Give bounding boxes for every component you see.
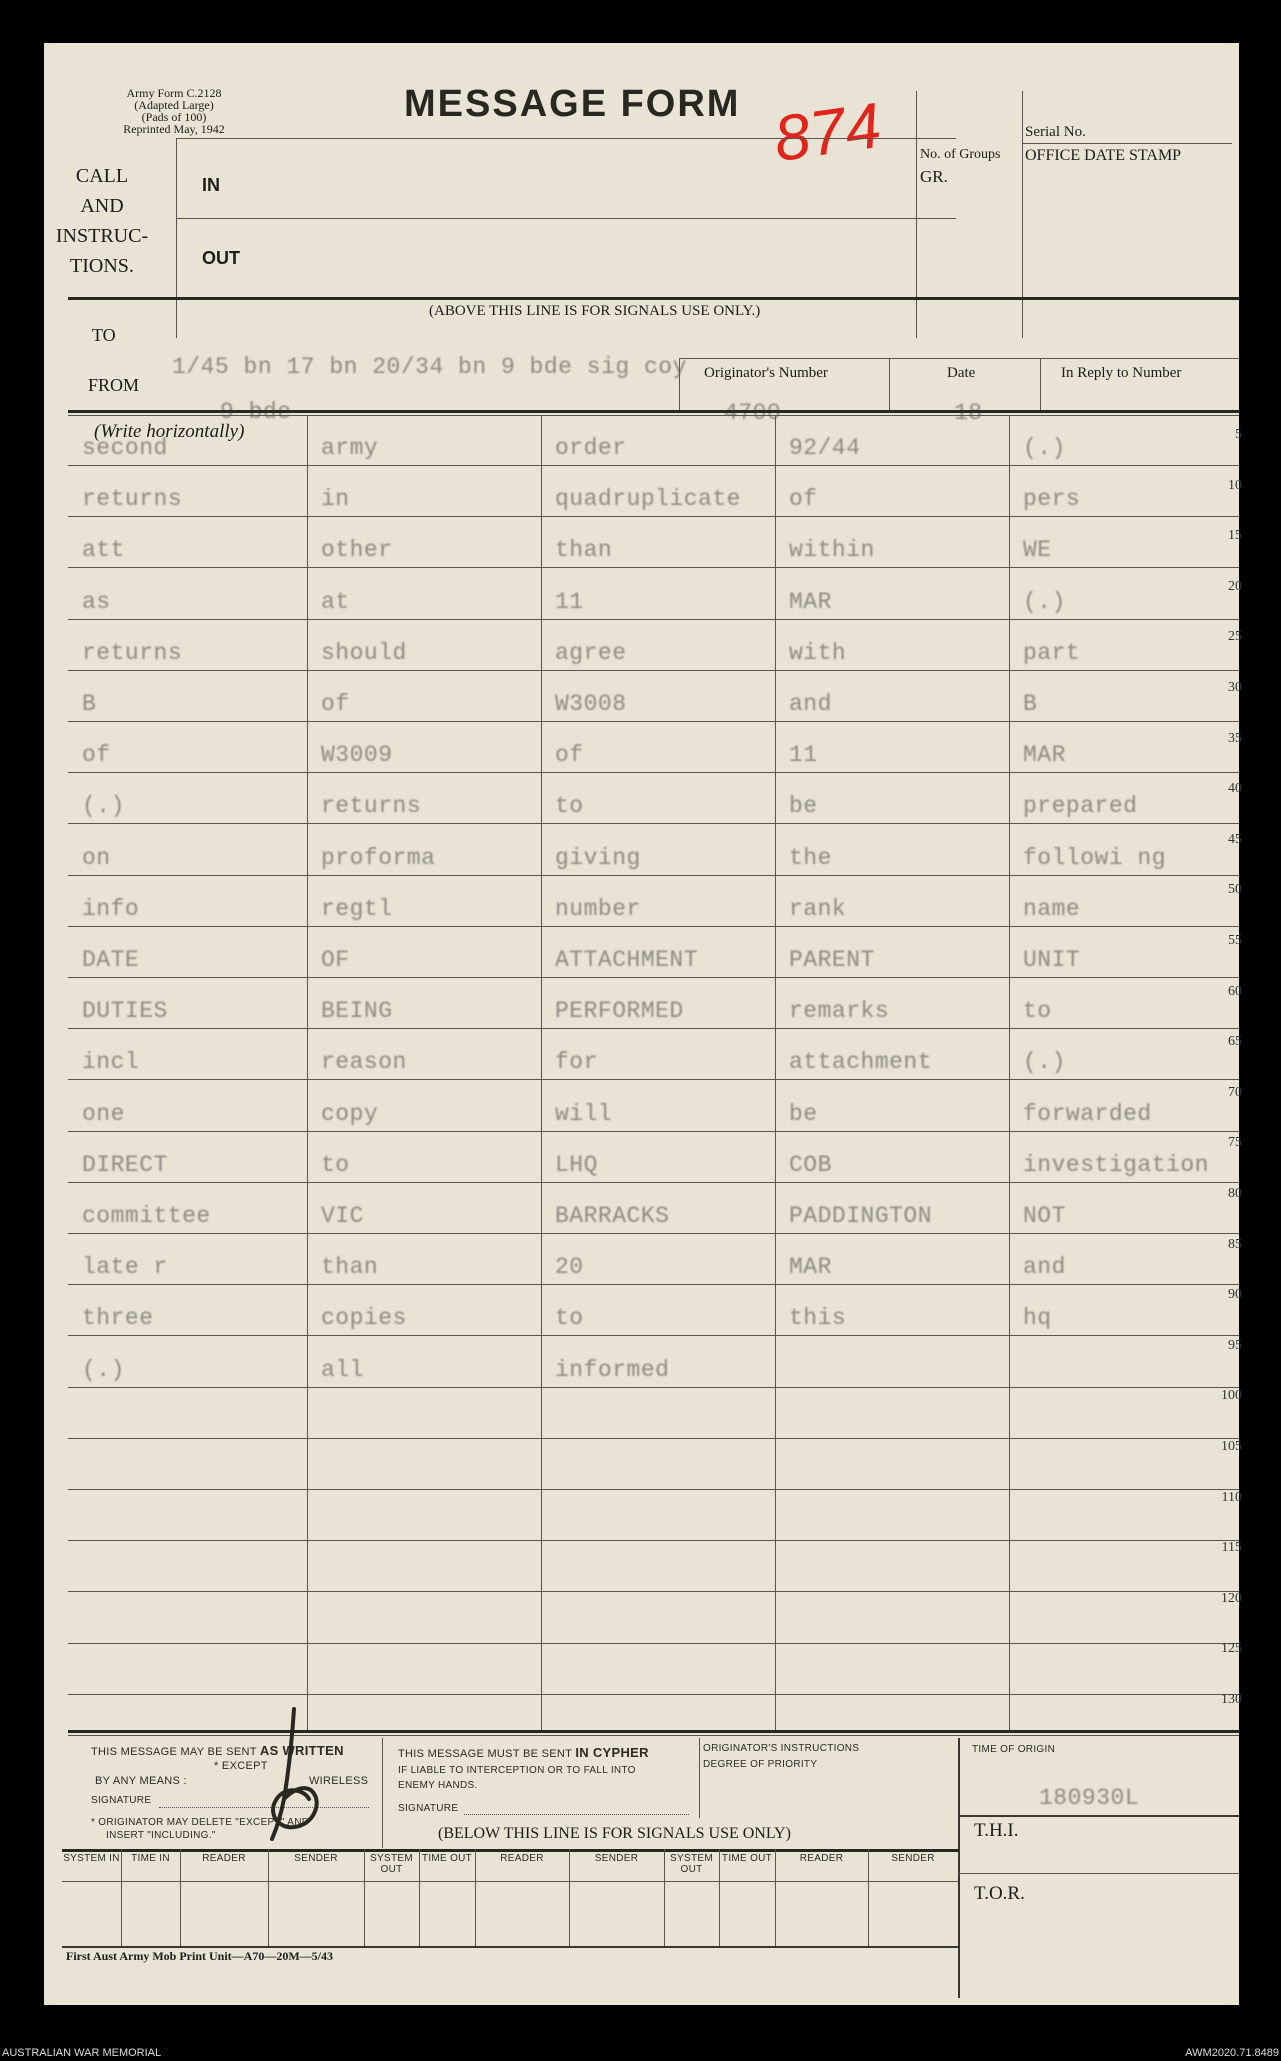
- footer-source: AUSTRALIAN WAR MEMORIAL: [2, 2047, 162, 2059]
- group-count-marker: 110: [1221, 1490, 1242, 1505]
- grid-row-rule: [68, 926, 1239, 927]
- message-word: within: [789, 537, 875, 563]
- group-count-marker: 105: [1221, 1439, 1242, 1454]
- message-word: other: [321, 537, 393, 563]
- grid-row-rule: [68, 1233, 1239, 1234]
- date-label: Date: [947, 365, 976, 381]
- group-count-marker: 85: [1228, 1237, 1242, 1252]
- signals-grid-rule: [62, 1881, 958, 1882]
- group-count-marker: 25: [1228, 629, 1242, 644]
- group-count-marker: 115: [1221, 1540, 1242, 1555]
- originator-note-line: * ORIGINATOR MAY DELETE "EXCEPT" AND: [91, 1817, 310, 1828]
- cypher-text: THIS MESSAGE MUST BE SENT: [398, 1748, 572, 1760]
- divider: [176, 218, 956, 219]
- message-word: copy: [321, 1101, 379, 1127]
- group-count-marker: 95: [1228, 1338, 1242, 1353]
- message-word: remarks: [789, 998, 890, 1024]
- grid-row-rule: [68, 567, 1239, 568]
- grid-row-rule: [68, 823, 1239, 824]
- call-label-line: CALL: [75, 165, 129, 187]
- grid-row-rule: [68, 619, 1239, 620]
- group-count-marker: 10: [1228, 478, 1242, 493]
- originator-note-line: INSERT "INCLUDING.": [106, 1830, 216, 1841]
- grid-row-rule: [68, 1643, 1239, 1644]
- message-word: all: [321, 1357, 364, 1383]
- group-count-marker: 120: [1221, 1591, 1242, 1606]
- group-count-marker: 70: [1228, 1085, 1242, 1100]
- footer-accession: AWM2020.71.8489: [1185, 2047, 1279, 2059]
- message-word: info: [82, 896, 140, 922]
- message-word: with: [789, 640, 847, 666]
- message-word: to: [321, 1152, 350, 1178]
- message-word: to: [555, 793, 584, 819]
- message-word: rank: [789, 896, 847, 922]
- message-word: three: [82, 1305, 154, 1331]
- divider: [1040, 358, 1041, 410]
- cypher-note-line: IF LIABLE TO INTERCEPTION OR TO FALL INTO: [398, 1765, 636, 1776]
- signals-grid-header: SENDER: [294, 1853, 338, 1864]
- grid-row-rule: [68, 1694, 1239, 1695]
- call-label-line: INSTRUC-: [55, 225, 149, 247]
- message-word: (.): [1023, 589, 1066, 615]
- by-any-means-label: BY ANY MEANS :: [95, 1775, 187, 1787]
- except-label: * EXCEPT: [214, 1760, 268, 1772]
- signals-grid-header: TIME IN: [131, 1853, 170, 1864]
- tor-label: T.O.R.: [974, 1883, 1025, 1904]
- message-word: hq: [1023, 1305, 1052, 1331]
- message-word: forwarded: [1023, 1101, 1152, 1127]
- message-word: (.): [82, 1357, 125, 1383]
- gr-label: GR.: [920, 167, 948, 186]
- message-word: as: [82, 589, 111, 615]
- signals-grid-header: SYSTEM IN: [63, 1853, 120, 1864]
- grid-row-rule: [68, 1489, 1239, 1490]
- call-label-line: AND: [80, 195, 124, 217]
- message-word: of: [321, 691, 350, 717]
- grid-row-rule: [68, 1028, 1239, 1029]
- message-word: copies: [321, 1305, 407, 1331]
- signals-grid-header: SYSTEM OUT: [670, 1853, 713, 1875]
- grid-column-rule: [775, 415, 776, 1730]
- group-count-marker: 130: [1221, 1692, 1242, 1707]
- message-word: 92/44: [789, 435, 861, 461]
- signature-label: SIGNATURE: [91, 1795, 152, 1806]
- message-word: the: [789, 845, 832, 871]
- serial-no-label: Serial No.: [1025, 124, 1086, 140]
- message-word: UNIT: [1023, 947, 1081, 973]
- message-word: part: [1023, 640, 1081, 666]
- originators-instructions-label: ORIGINATOR'S INSTRUCTIONS: [703, 1743, 860, 1754]
- grid-row-rule: [68, 1540, 1239, 1541]
- message-word: to: [1023, 998, 1052, 1024]
- out-label: OUT: [202, 248, 240, 268]
- grid-column-rule: [1009, 415, 1010, 1730]
- office-date-stamp-label: OFFICE DATE STAMP: [1025, 147, 1182, 164]
- message-word: army: [321, 435, 379, 461]
- message-word: BARRACKS: [555, 1203, 670, 1229]
- handwritten-reference-number: 874: [769, 88, 886, 176]
- message-word: than: [321, 1254, 379, 1280]
- group-count-marker: 125: [1221, 1641, 1242, 1656]
- time-of-origin-label: TIME OF ORIGIN: [972, 1744, 1056, 1755]
- grid-row-rule: [68, 1335, 1239, 1336]
- message-word: OF: [321, 947, 350, 973]
- message-word: NOT: [1023, 1203, 1066, 1229]
- message-word: WE: [1023, 537, 1052, 563]
- cypher-emphasis: IN CYPHER: [575, 1745, 649, 1760]
- form-id-line: (Pads of 100): [141, 110, 207, 124]
- group-count-marker: 40: [1228, 781, 1242, 796]
- group-count-marker: 80: [1228, 1186, 1242, 1201]
- wireless-label: WIRELESS: [309, 1775, 369, 1787]
- divider: [679, 358, 680, 410]
- message-word: to: [555, 1305, 584, 1331]
- message-word: (.): [82, 793, 125, 819]
- form-id-line: (Adapted Large): [134, 98, 214, 112]
- message-word: LHQ: [555, 1152, 598, 1178]
- message-word: proforma: [321, 845, 436, 871]
- message-word: B: [1023, 691, 1038, 717]
- as-written-text: THIS MESSAGE MAY BE SENT: [91, 1746, 257, 1758]
- divider: [1022, 91, 1023, 338]
- message-word: COB: [789, 1152, 832, 1178]
- date-value: 18: [954, 400, 983, 426]
- divider: [62, 1849, 958, 1852]
- grid-row-rule: [68, 875, 1239, 876]
- message-word: W3009: [321, 742, 393, 768]
- form-identifier: [104, 87, 244, 135]
- grid-column-rule: [541, 415, 542, 1730]
- divider: [68, 410, 1239, 413]
- message-word: ATTACHMENT: [555, 947, 699, 973]
- group-count-marker: 65: [1228, 1034, 1242, 1049]
- signals-only-above-note: (ABOVE THIS LINE IS FOR SIGNALS USE ONLY.): [429, 303, 761, 319]
- grid-row-rule: [68, 1387, 1239, 1388]
- message-word: in: [321, 486, 350, 512]
- grid-row-rule: [68, 516, 1239, 517]
- divider: [176, 138, 956, 139]
- handwritten-initials-mark: [234, 1699, 344, 1849]
- divider: [699, 1738, 700, 1818]
- message-word: name: [1023, 896, 1081, 922]
- group-count-marker: 5: [1235, 427, 1242, 442]
- call-instructions-label: [52, 161, 152, 281]
- message-word: B: [82, 691, 97, 717]
- group-count-marker: 45: [1228, 832, 1242, 847]
- divider: [176, 138, 177, 338]
- groups-label: No. of Groups: [920, 147, 1001, 162]
- message-word: followi ng: [1023, 845, 1167, 871]
- message-word: W3008: [555, 691, 627, 717]
- grid-row-rule: [68, 1182, 1239, 1183]
- message-word: reason: [321, 1049, 407, 1075]
- message-word: for: [555, 1049, 598, 1075]
- message-word: number: [555, 896, 641, 922]
- message-word: and: [1023, 1254, 1066, 1280]
- message-word: 11: [555, 589, 584, 615]
- divider: [958, 1873, 1239, 1874]
- message-word: PERFORMED: [555, 998, 684, 1024]
- divider: [679, 358, 1239, 359]
- message-word: and: [789, 691, 832, 717]
- message-word: (.): [1023, 435, 1066, 461]
- message-word: late r: [82, 1254, 168, 1280]
- time-of-origin-value: 180930L: [1039, 1785, 1140, 1811]
- signals-grid-header: TIME OUT: [721, 1853, 773, 1864]
- thi-label: T.H.I.: [974, 1820, 1019, 1841]
- grid-row-rule: [68, 772, 1239, 773]
- reply-to-number-label: In Reply to Number: [1061, 365, 1182, 381]
- grid-row-rule: [68, 721, 1239, 722]
- group-count-marker: 30: [1228, 680, 1242, 695]
- originators-number-value: 4700: [724, 400, 782, 426]
- message-word: investigation: [1023, 1152, 1209, 1178]
- message-word: DATE: [82, 947, 140, 973]
- divider: [1022, 143, 1232, 144]
- message-word: be: [789, 1101, 818, 1127]
- grid-row-rule: [68, 1438, 1239, 1439]
- message-word: regtl: [321, 896, 393, 922]
- divider: [62, 1946, 958, 1948]
- group-count-marker: 90: [1228, 1287, 1242, 1302]
- message-word: than: [555, 537, 613, 563]
- signals-grid-header: SENDER: [594, 1853, 639, 1864]
- message-word: PARENT: [789, 947, 875, 973]
- signals-grid-header: TIME OUT: [421, 1853, 473, 1864]
- message-word: quadruplicate: [555, 486, 741, 512]
- group-count-marker: 55: [1228, 933, 1242, 948]
- divider: [68, 415, 1239, 416]
- message-word: second: [82, 435, 168, 461]
- grid-row-rule: [68, 1284, 1239, 1285]
- cypher-note-line: ENEMY HANDS.: [398, 1780, 478, 1791]
- from-label: FROM: [88, 375, 140, 395]
- message-word: of: [82, 742, 111, 768]
- group-count-marker: 75: [1228, 1135, 1242, 1150]
- group-count-marker: 100: [1221, 1388, 1242, 1403]
- message-word: pers: [1023, 486, 1081, 512]
- message-word: on: [82, 845, 111, 871]
- message-word: attachment: [789, 1049, 933, 1075]
- signals-grid-header: SENDER: [891, 1853, 935, 1864]
- message-word: agree: [555, 640, 627, 666]
- as-written-emphasis: AS WRITTEN: [259, 1743, 344, 1758]
- message-word: incl: [82, 1049, 140, 1075]
- grid-column-rule: [307, 415, 308, 1730]
- message-word: DUTIES: [82, 998, 168, 1024]
- call-label-line: TIONS.: [70, 255, 134, 277]
- in-label: IN: [202, 175, 220, 195]
- printer-imprint: First Aust Army Mob Print Unit—A70—20M—5/43: [66, 1949, 333, 1963]
- message-word: returns: [82, 486, 183, 512]
- message-word: this: [789, 1305, 847, 1331]
- from-value: 9 bde: [220, 399, 292, 425]
- message-word: MAR: [789, 1254, 832, 1280]
- message-word: BEING: [321, 998, 393, 1024]
- group-count-marker: 15: [1228, 528, 1242, 543]
- divider: [889, 358, 890, 410]
- form-id-line: Army Form C.2128: [126, 86, 222, 100]
- grid-row-rule: [68, 465, 1239, 466]
- message-word: one: [82, 1101, 125, 1127]
- group-count-marker: 60: [1228, 984, 1242, 999]
- grid-row-rule: [68, 1591, 1239, 1592]
- write-horizontally-note: (Write horizontally): [94, 421, 245, 442]
- message-word: at: [321, 589, 350, 615]
- signals-grid-header: READER: [202, 1853, 246, 1864]
- message-word: of: [789, 486, 818, 512]
- message-word: of: [555, 742, 584, 768]
- cypher-label: [398, 1745, 649, 1760]
- message-word: prepared: [1023, 793, 1138, 819]
- group-count-marker: 20: [1228, 579, 1242, 594]
- signature-label: SIGNATURE: [398, 1803, 459, 1814]
- message-word: giving: [555, 845, 641, 871]
- message-word: MAR: [789, 589, 832, 615]
- originators-number-label: Originator's Number: [704, 365, 828, 381]
- degree-of-priority-label: DEGREE OF PRIORITY: [703, 1759, 818, 1770]
- message-word: 11: [789, 742, 818, 768]
- divider: [382, 1738, 383, 1848]
- message-word: should: [321, 640, 407, 666]
- grid-row-rule: [68, 977, 1239, 978]
- message-word: informed: [555, 1357, 670, 1383]
- divider: [958, 1738, 960, 1998]
- message-word: will: [555, 1101, 613, 1127]
- message-word: be: [789, 793, 818, 819]
- message-word: 20: [555, 1254, 584, 1280]
- group-count-marker: 50: [1228, 882, 1242, 897]
- message-word: DIRECT: [82, 1152, 168, 1178]
- signals-grid-header: READER: [799, 1853, 844, 1864]
- group-count-marker: 35: [1228, 731, 1242, 746]
- message-word: order: [555, 435, 627, 461]
- message-form-sheet: [44, 43, 1242, 2005]
- message-word: returns: [321, 793, 422, 819]
- signals-grid-header: SYSTEM OUT: [370, 1853, 413, 1875]
- grid-row-rule: [68, 1079, 1239, 1080]
- signals-grid-header: READER: [500, 1853, 544, 1864]
- signals-line: [68, 297, 1239, 300]
- grid-row-rule: [68, 1131, 1239, 1132]
- page-title: MESSAGE FORM: [404, 83, 741, 125]
- grid-row-rule: [68, 670, 1239, 671]
- message-word: returns: [82, 640, 183, 666]
- signature-line: [464, 1814, 689, 1815]
- divider: [958, 1815, 1239, 1817]
- divider: [916, 91, 917, 338]
- message-word: MAR: [1023, 742, 1066, 768]
- signals-only-below-note: (BELOW THIS LINE IS FOR SIGNALS USE ONLY): [438, 1825, 791, 1842]
- to-value: 1/45 bn 17 bn 20/34 bn 9 bde sig coy: [172, 354, 687, 380]
- message-word: VIC: [321, 1203, 364, 1229]
- form-id-line: Reprinted May, 1942: [123, 122, 225, 136]
- message-word: att: [82, 537, 125, 563]
- message-word: (.): [1023, 1049, 1066, 1075]
- to-label: TO: [92, 325, 116, 345]
- message-word: PADDINGTON: [789, 1203, 933, 1229]
- message-word: committee: [82, 1203, 211, 1229]
